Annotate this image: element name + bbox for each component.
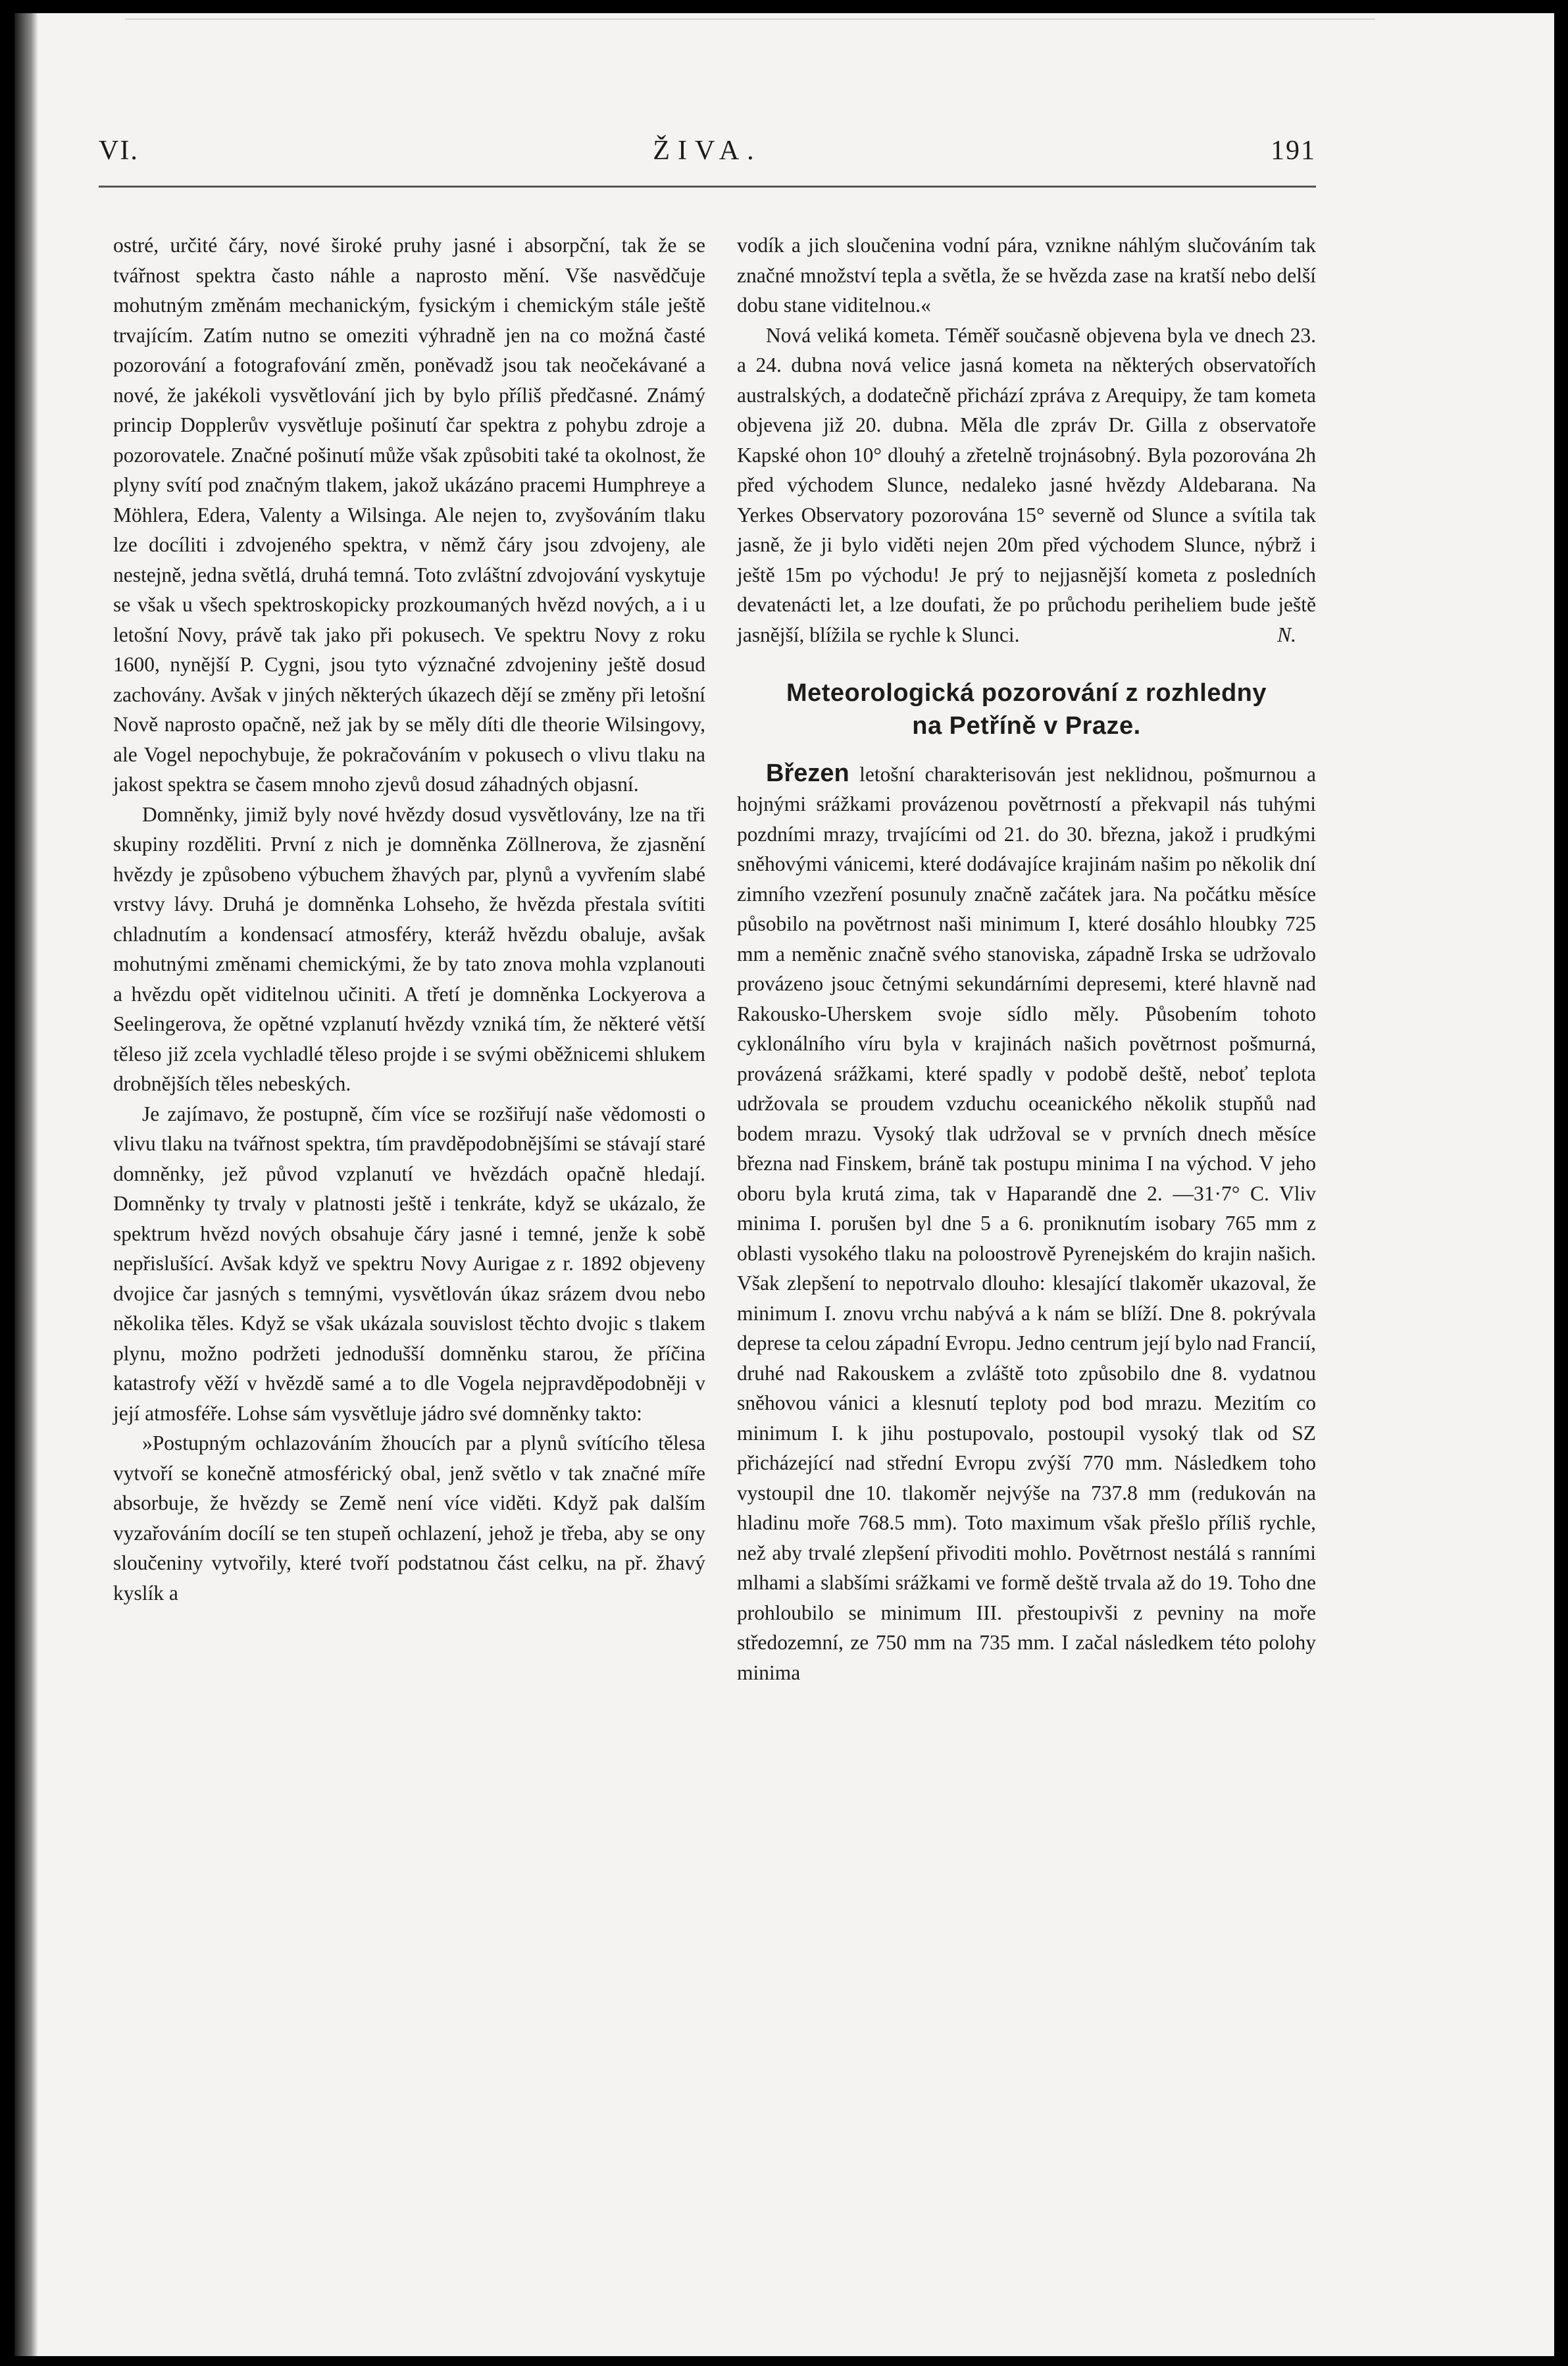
page-number: 191 <box>1271 136 1316 166</box>
paragraph <box>737 759 1316 1688</box>
paragraph: Je zajímavo, že postupně, čím více se rozšiřují naše vědomosti o vlivu tlaku na tvářnost spektra, tím pravděpodobnějšími se stávají staré domněnky, jež původ vzplanutí ve hvězdách opačně hledají. Domněnky ty trvaly v platnosti ještě i tenkráte, když se ukázalo, že spektrum hvězd nových obsahuje čáry jasné i temné, jenže k sobě nepřislušící. Avšak když ve spektru Novy Aurigae z r. 1892 objeveny dvojice čar jasných s temnými, vysvětlován úkaz srázem dvou nebo několika těles. Když se však ukázala souvislost těchto dvojic s tlakem plynu, možno podržeti jednodušší domněnku starou, že příčina katastrofy věží v hvězdě samé a to dle Vogela nejpravděpodobněji v její atmosféře. Lohse sám vysvětluje jádro své domněnky takto: <box>113 1102 705 1425</box>
section-heading-line: Meteorologická pozorování z rozhledny <box>786 679 1267 707</box>
quotation-paragraph: »Postupným ochlazováním žhoucích par a plynů svítícího tělesa vytvoří se konečně atmosférický obal, jenž světlo v tak značné míře absorbuje, že hvězdy se Země není více viděti. Když pak dalším vyzařováním docílí se ten stupeň ochlazení, jehož je třeba, aby se ony sloučeniny vytvořily, které tvoří podstatnou část celku, na př. žhavý kyslík a <box>113 1431 705 1605</box>
volume-number: VI. <box>99 136 139 166</box>
section-heading-line: na Petříně v Praze. <box>912 711 1141 740</box>
sheet-edge <box>125 13 1375 20</box>
paragraph: vodík a jich sloučenina vodní pára, vznikne náhlým slučováním tak značné množství tepla a světla, že se hvězda zase na kratší nebo delší dobu stane viditelnou.« <box>737 234 1316 317</box>
running-header <box>99 128 1316 174</box>
header-rule <box>99 186 1316 188</box>
author-signature: N. <box>1277 623 1296 646</box>
left-column <box>113 230 705 1608</box>
binding-shadow <box>14 13 38 2356</box>
lead-word: Březen <box>766 759 849 787</box>
paragraph: Domněnky, jimiž byly nové hvězdy dosud vysvětlovány, lze na tři skupiny rozděliti. První z nich je domněnka Zöllnerova, že zjasnění hvězdy je způsobeno výbuchem žhavých par, plynů a vyvřením slabé vrstvy lávy. Druhá je domněnka Lohseho, že hvězda přestala svítiti chladnutím a kondensací atmosféry, kteráž hvězdu obaluje, avšak mohutnými změnami chemickými, že by tato znova mohla vzplanouti a hvězdu opět viditelnou učiniti. A třetí je domněnka Lockyerova a Seelingerova, že opětné vzplanutí hvězdy vzniká tím, že některé větší těleso již zcela vychladlé těleso projde i se svými oběžnicemi shlukem drobnějších těles nebeských. <box>113 802 705 1095</box>
paragraph: ostré, určité čáry, nové široké pruhy jasné i absorpční, tak že se tvářnost spektra často náhle a naprosto mění. Vše nasvědčuje mohutným změnám mechanickým, fysickým i chemickým stále ještě trvajícím. Zatím nutno se omeziti výhradně jen na co možná časté pozorování a fotografování změn, poněvadž jsou tak neočekávané a nové, že jakékoli vysvětlování jich by bylo příliš předčasné. Známý princip Dopplerův vysvětluje pošinutí čar spektra z pohybu zdroje a pozorovatele. Značné pošinutí může však způsobiti také ta okolnost, že plyny svítí pod značným tlakem, jakož ukázáno pracemi Humphreye a Möhlera, Edera, Valenty a Wilsinga. Ale nejen to, zvyšováním tlaku lze docíliti i zdvojeného spektra, v němž čáry jsou zdvojeny, ale nestejně, jedna světlá, druhá temná. Toto zvláštní zdvojování vyskytuje se však u všech spektroskopicky prozkoumaných hvězd nových, a i u letošní Novy, právě tak jako při pokusech. Ve spektru Novy z roku 1600, nynější P. Cygni, jsou tyto význačné zdvojeniny ještě dosud zachovány. Avšak v jiných některých úkazech dějí se změny při letošní Nově naprosto opačně, než jak by se měly díti dle theorie Wilsingovy, ale Vogel nepochybuje, že pokračováním v pokusech o vlivu tlaku na jakost spektra se časem mnoho zjevů dosud záhadných objasní. <box>113 234 705 796</box>
journal-title: ŽIVA. <box>653 136 762 166</box>
section-heading <box>737 677 1316 742</box>
right-column <box>737 230 1316 1687</box>
comet-news-paragraph: Nová veliká kometa. Téměř současně objevena byla ve dnech 23. a 24. dubna nová velice jasná kometa na některých observatořích australských, a dodatečně přichází zpráva z Arequipy, že tam kometa objevena již 20. dubna. Měla dle zpráv Dr. Gilla z observatoře Kapské ohon 10° dlouhý a zřetelně trojnásobný. Byla pozorována 2h před východem Slunce, nedaleko jasné hvězdy Aldebarana. Na Yerkes Observatory pozorována 15° severně od Slunce a svítila tak jasně, že ji bylo viděti nejen 20m před východem Slunce, nýbrž i ještě 15m po východu! Je prý to nejjasnější kometa z posledních devatenácti let, a lze doufati, že po průchodu periheliem bude ještě jasnější, blížila se rychle k Slunci. <box>737 323 1316 646</box>
paragraph-text: letošní charakterisován jest neklidnou, pošmurnou a hojnými srážkami provázenou povětrností a překvapil nás tuhými pozdními mrazy, trvajícími od 21. do 30. března, jakož i prudkými sněhovými vánicemi, které dodávajíce krajinám našim po několik dní zimního vzezření posunuly značně začátek jara. Na počátku měsíce působilo na povětrnost naši minimum I, které dosáhlo hloubky 725 mm a neměnic značně svého stanoviska, západně Irska se udržovalo provázeno jsouc četnými sekundárními depresemi, které hlavně nad Rakousko-Uherskem svoje sídlo měly. Působením tohoto cyklonálního víru byla v krajinách našich povětrnost pošmurná, provázená srážkami, které spadly v podobě deště, neboť teplota udržovala se proudem vzduchu oceanického několik stupňů nad bodem mrazu. Vysoký tlak udržoval se v prvních dnech měsíce března nad Finskem, bráně tak postupu minima I na východ. V jeho oboru byla krutá zima, tak v Haparandě dne 2. —31·7° C. Vliv minima I. porušen byl dne 5 a 6. proniknutím isobary 765 mm z oblasti vysokého tlaku na poloostrově Pyrenejském do krajin našich. Však zlepšení to nepotrvalo dlouho: klesající tlakoměr ukazoval, že minimum I. znovu vrchu nabývá a k nám se blíží. Dne 8. pokrývala deprese ta celou západní Evropu. Jedno centrum její bylo nad Francií, druhé nad Rakouskem a zvláště toto způsobilo dne 8. vydatnou sněhovou vánici a klesnutí teploty pod bod mrazu. Mezitím co minimum I. k jihu postupovalo, postoupil vysoký tlak od SZ přicházející nad střední Evropu zvýší 770 mm. Následkem toho vystoupil dne 10. tlakoměr nejvýše na 737.8 mm (redukován na hladinu moře 768.5 mm). Toto maximum však přešlo příliš rychle, než aby trvalé zlepšení přivoditi mohlo. Povětrnost nestálá s ranními mlhami a slabšími srážkami ve formě deště trvala až do 19. Toho dne prohloubilo se minimum III. přestoupivši z pevniny na moře středozemní, ze 750 mm na 735 mm. I začal následkem této polohy minima <box>737 762 1317 1684</box>
